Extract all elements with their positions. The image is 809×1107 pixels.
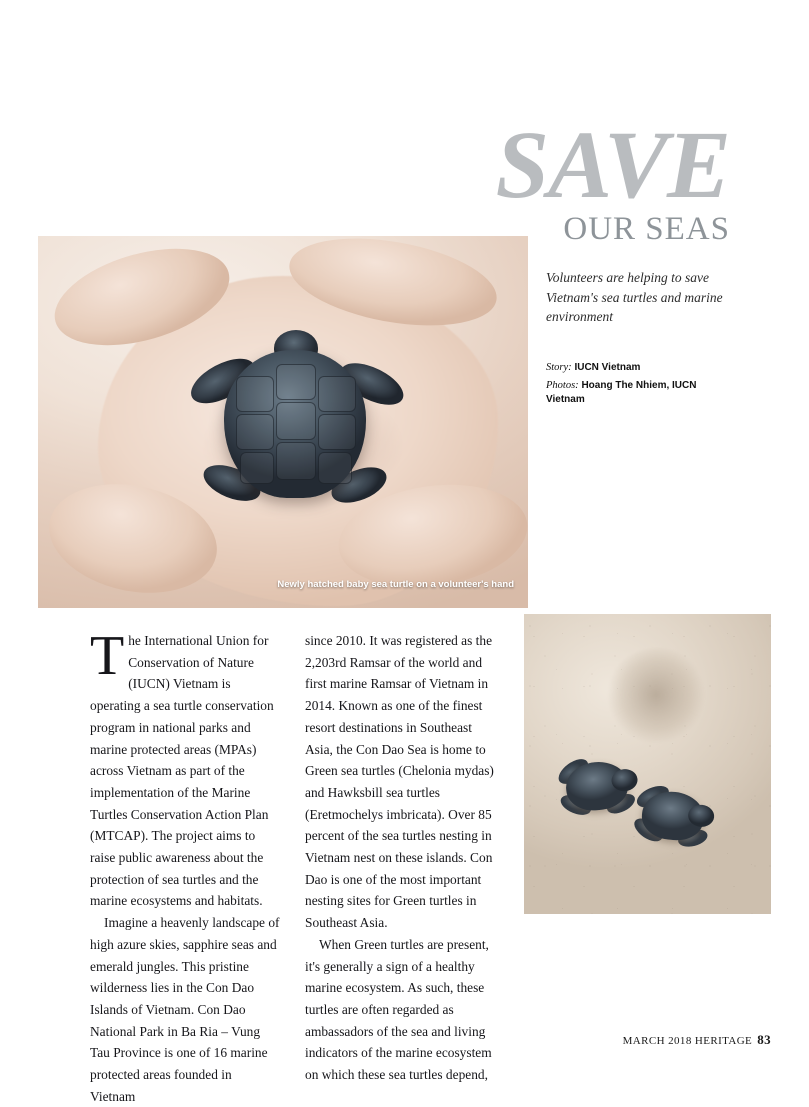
photos-credit [546, 379, 726, 407]
body-paragraph: since 2010. It was registered as the 2,203rd Ramsar of the world and first marine Ramsar of Vietnam in 2014. Known as one of the finest resort destinations in Southeast Asia, the Con Dao Sea is home to Green sea turtles (Chelonia mydas) and Hawksbill sea turtles (Eretmochelys imbricata). Over 85 percent of the sea turtles nesting in Vietnam nest on these islands. Con Dao is one of the most important nesting sites for Green turtles in Southeast Asia. [305, 633, 494, 931]
body-paragraph: When Green turtles are present, it's generally a sign of a healthy marine ecosystem. As such, these turtles are often regarded as ambassadors of the sea and living indicators of the marine ecosystem on which these sea turtles depend, [305, 936, 492, 1083]
body-paragraph: Imagine a heavenly landscape of high azure skies, sapphire seas and emerald jungles. This pristine wilderness lies in the Con Dao Islands of Vietnam. Con Dao National Park in Ba Ria – Vung Tau Province is one of 16 marine protected areas founded in Vietnam [90, 915, 280, 1104]
masthead [404, 111, 734, 247]
body-column-2 [305, 630, 495, 1086]
hero-photo-caption: Newly hatched baby sea turtle on a volunteer's hand [277, 579, 514, 591]
turtle-scute [276, 364, 316, 400]
photos-credit-label: Photos: [546, 380, 579, 392]
turtle-scute [240, 452, 274, 484]
turtle-scute [318, 414, 356, 450]
credits-block [546, 361, 726, 411]
turtle-scute [276, 442, 316, 480]
photos-credit-value: Hoang The Nhiem, IUCN Vietnam [546, 380, 697, 406]
sand-photo [524, 614, 771, 914]
hatchling-illustration [625, 779, 723, 852]
page-subtitle: OUR SEAS [563, 210, 730, 247]
page-footer [623, 1032, 771, 1048]
turtle-scute [318, 376, 356, 412]
body-paragraph [90, 625, 280, 912]
drop-cap: T [90, 625, 125, 687]
story-credit-value: IUCN Vietnam [574, 362, 641, 373]
page-number: 83 [757, 1032, 771, 1047]
story-credit [546, 361, 726, 375]
hero-photo [38, 236, 528, 608]
standfirst-text: Volunteers are helping to save Vietnam's sea turtles and marine environment [546, 270, 723, 325]
baby-turtle-illustration [188, 328, 403, 518]
turtle-scute [318, 452, 352, 484]
issue-label: MARCH 2018 HERITAGE [622, 1035, 753, 1047]
turtle-scute [276, 402, 316, 440]
page-title: SAVE [495, 111, 730, 218]
body-column-1 [90, 625, 280, 1107]
footprint-mark [604, 648, 708, 752]
turtle-scute [236, 414, 274, 450]
body-paragraph-text: he International Union for Conservation of Nature (IUCN) Vietnam is operating a sea turtle conservation program in national parks and marine protected areas (MPAs) across Vietnam as part of the implementation of the Marine Turtles Conservation Action Plan (MTCAP). The project aims to raise public awareness about the protection of sea turtles and the marine ecosystems and habitats. [90, 633, 274, 909]
turtle-shell [224, 350, 366, 498]
turtle-scute [236, 376, 274, 412]
story-credit-label: Story: [546, 362, 572, 373]
